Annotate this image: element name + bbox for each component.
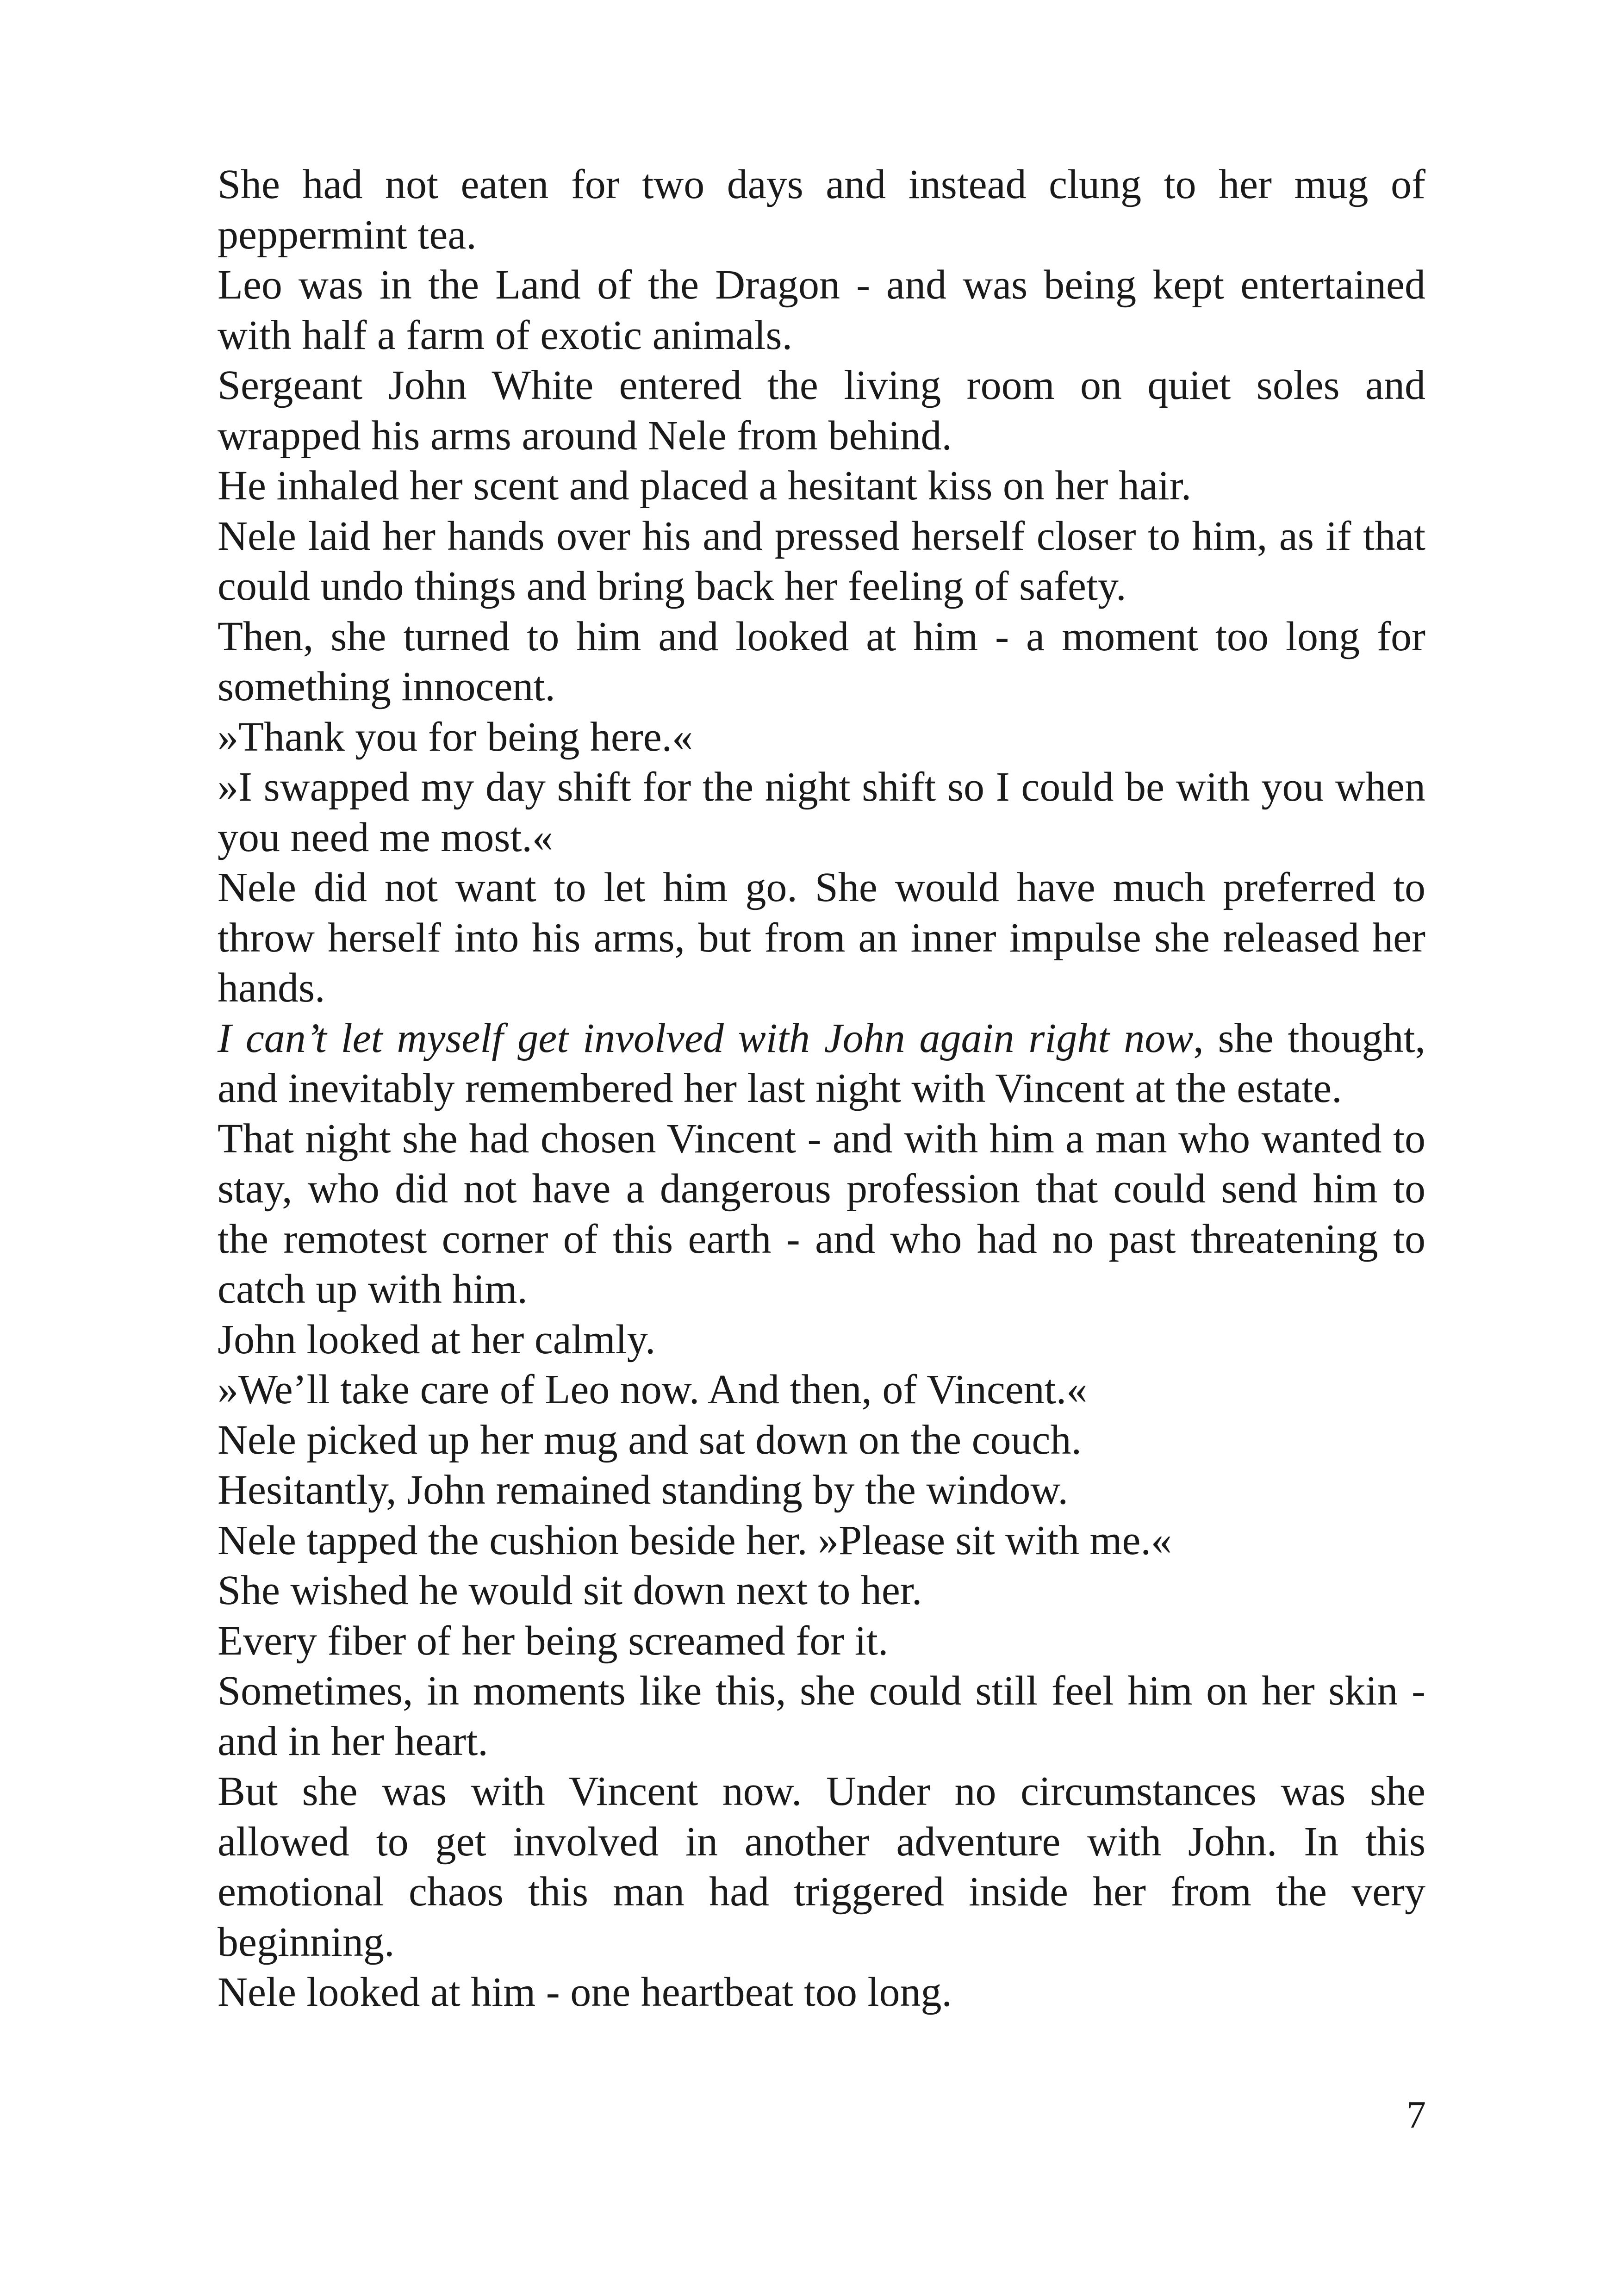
paragraph: »Thank you for being here.« (218, 714, 693, 760)
paragraph: She had not eaten for two days and instead clung to her mug of peppermint tea. (218, 162, 1425, 258)
paragraph: Nele tapped the cushion beside her. »Please sit with me.« (218, 1517, 1172, 1563)
paragraph: Nele did not want to let him go. She would have much preferred to throw herself into his arms, but from an inner impulse she released her hands. (218, 865, 1425, 1011)
paragraph: »We’ll take care of Leo now. And then, of Vincent.« (218, 1367, 1088, 1412)
paragraph: Every fiber of her being screamed for it. (218, 1618, 889, 1664)
paragraph: Nele laid her hands over his and pressed herself closer to him, as if that could undo things and bring back her feeling of safety. (218, 513, 1425, 609)
paragraph: Sergeant John White entered the living room on quiet soles and wrapped his arms around Nele from behind. (218, 362, 1425, 459)
paragraph: Sometimes, in moments like this, she could still feel him on her skin - and in her heart. (218, 1668, 1425, 1764)
paragraph-continuation: , she thought, and inevitably remembered her last night with Vincent at the estate. (218, 1015, 1425, 1111)
paragraph: She wished he would sit down next to her. (218, 1568, 922, 1613)
body-text (218, 160, 1425, 2018)
italic-thought: I can’t let myself get involved with John again right now (218, 1015, 1194, 1061)
paragraph: He inhaled her scent and placed a hesitant kiss on her hair. (218, 463, 1192, 509)
paragraph: John looked at her calmly. (218, 1316, 656, 1363)
paragraph: But she was with Vincent now. Under no circumstances was she allowed to get involved in another adventure with John. In this emotional chaos this man had triggered inside her from the very beginning. (218, 1768, 1425, 1965)
paragraph: That night she had chosen Vincent - and with him a man who wanted to stay, who did not have a dangerous profession that could send him to the remotest corner of this earth - and who had no past threatening to catch up with him. (218, 1115, 1425, 1312)
page-number: 7 (1406, 2093, 1426, 2136)
paragraph: Nele picked up her mug and sat down on the couch. (218, 1417, 1082, 1463)
paragraph (218, 1014, 1425, 1114)
paragraph: Leo was in the Land of the Dragon - and was being kept entertained with half a farm of exotic animals. (218, 262, 1425, 358)
paragraph: »I swapped my day shift for the night shift so I could be with you when you need me most.« (218, 764, 1425, 860)
paragraph: Hesitantly, John remained standing by the window. (218, 1467, 1069, 1513)
paragraph: Then, she turned to him and looked at him - a moment too long for something innocent. (218, 613, 1425, 709)
paragraph: Nele looked at him - one heartbeat too long. (218, 1969, 952, 2015)
